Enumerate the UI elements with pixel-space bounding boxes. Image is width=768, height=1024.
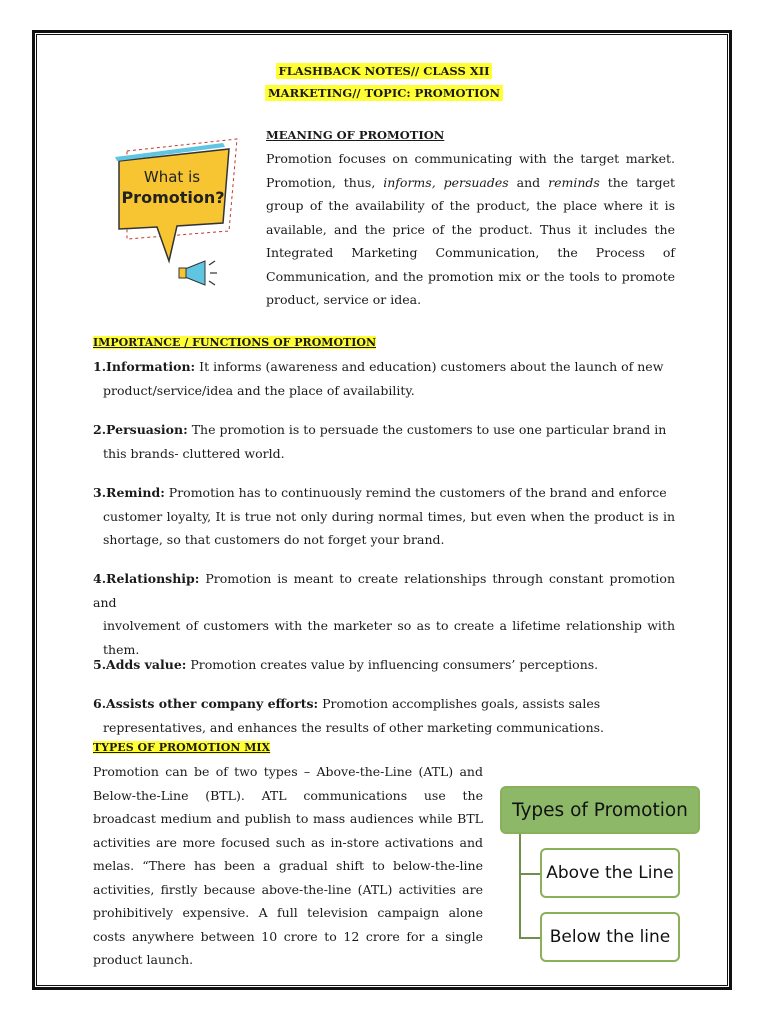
importance-item-6: 6.Assists other company efforts: Promotion accomplishes goals, assists sales representatives, and enhances the results of other marketing communications. bbox=[93, 696, 605, 735]
importance-item-2: 2.Persuasion: The promotion is to persuade the customers to use one particular brand in this brands- cluttered world. bbox=[93, 422, 667, 461]
graphic-text-what-is: What is bbox=[143, 168, 201, 186]
diagram-connector-vertical bbox=[519, 834, 521, 938]
types-title: TYPES OF PROMOTION MIX bbox=[93, 741, 271, 754]
header-line-2: MARKETING// TOPIC: PROMOTION bbox=[0, 86, 768, 100]
meaning-title: MEANING OF PROMOTION bbox=[266, 128, 445, 142]
diagram-child-above-the-line: Above the Line bbox=[540, 848, 680, 898]
importance-item-3: 3.Remind: Promotion has to continuously remind the customers of the brand and enforce customer loyalty, It is true not only during normal times, but even when the product is in shortage, so that customers do not forget your brand. bbox=[93, 485, 675, 547]
meaning-paragraph: Promotion focuses on communicating with the target market. Promotion, thus, informs, persuades and reminds the target group of the availability of the product, the place where it is available, and the price of the product. Thus it includes the Integrated Marketing Communication, the Process of Communication, and the promotion mix or the tools to promote product, service or idea. bbox=[266, 151, 676, 307]
importance-item-1: 1.Information: It informs (awareness and education) customers about the launch of new product/service/idea and the place of availability. bbox=[93, 359, 664, 398]
importance-item-5: 5.Adds value: Promotion creates value by influencing consumers’ perceptions. bbox=[93, 657, 599, 672]
diagram-connector-1 bbox=[519, 873, 540, 875]
diagram-connector-2 bbox=[519, 937, 540, 939]
what-is-promotion-graphic bbox=[107, 131, 252, 301]
graphic-text-promotion: Promotion? bbox=[121, 188, 225, 207]
types-paragraph: Promotion can be of two types – Above-the-Line (ATL) and Below-the-Line (BTL). ATL communications use the broadcast medium and publish to mass audiences while BTL activities are more focused such as in-store activations and melas. “There has been a gradual shift to below-the-line activities, firstly because above-the-line (ATL) activities are prohibitively expensive. A full television campaign alone costs anywhere between 10 crore to 12 crore for a single product launch. bbox=[93, 764, 483, 967]
speech-bubble-icon bbox=[107, 131, 252, 301]
importance-item-4: 4.Relationship: Promotion is meant to create relationships through constant promotion and involvement of customers with the marketer so as to create a lifetime relationship with them. bbox=[93, 571, 675, 657]
importance-title: IMPORTANCE / FUNCTIONS OF PROMOTION bbox=[93, 336, 377, 349]
header-line-1: FLASHBACK NOTES// CLASS XII bbox=[0, 64, 768, 78]
diagram-child-below-the-line: Below the line bbox=[540, 912, 680, 962]
diagram-root-box: Types of Promotion bbox=[500, 786, 700, 834]
